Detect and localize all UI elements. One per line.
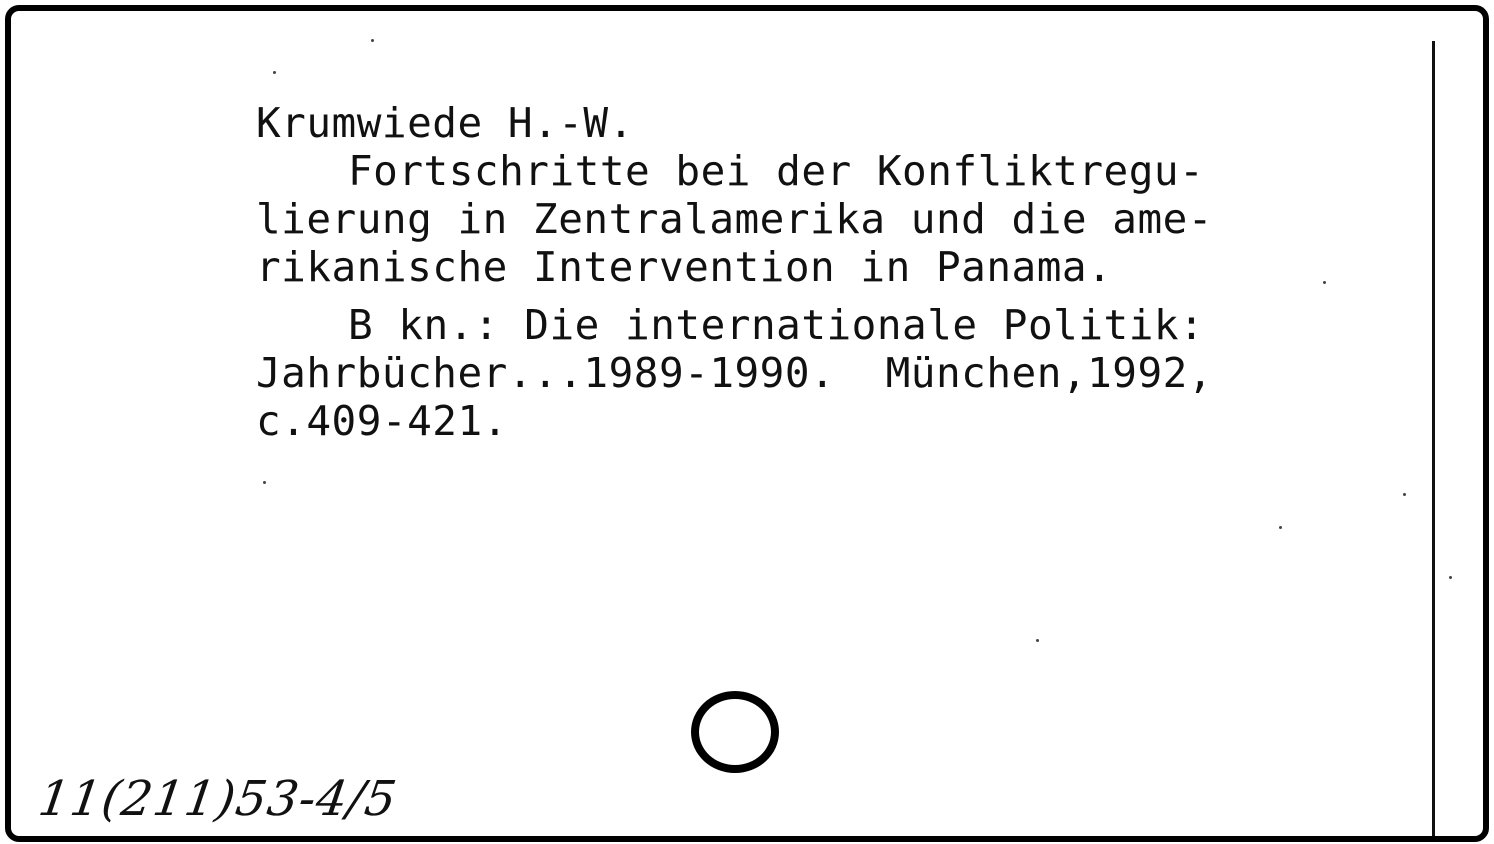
- title-line-3: rikanische Intervention in Panama.: [256, 243, 1113, 291]
- card-text: [256, 99, 1416, 445]
- speck: [1403, 493, 1406, 496]
- author-line: Krumwiede H.-W.: [256, 99, 634, 147]
- catalog-card: [5, 5, 1489, 842]
- speck: [1036, 639, 1039, 642]
- speck: [1279, 526, 1282, 529]
- spacer: [256, 291, 1416, 301]
- punch-hole: [691, 691, 779, 773]
- speck: [371, 39, 374, 42]
- speck: [263, 481, 266, 484]
- title-line-1: Fortschritte bei der Konfliktregu-: [348, 147, 1205, 195]
- title-line-2: lierung in Zentralamerika und die ame-: [256, 195, 1213, 243]
- source-line-3: c.409-421.: [256, 397, 508, 445]
- source-line-2: Jahrbücher...1989-1990. München,1992,: [256, 349, 1213, 397]
- source-line-1: B kn.: Die internationale Politik:: [348, 301, 1205, 349]
- vertical-rule: [1432, 41, 1435, 836]
- speck: [1323, 281, 1326, 284]
- call-number: 11(211)53-4/5: [35, 771, 401, 827]
- speck: [1449, 576, 1452, 579]
- speck: [273, 71, 276, 74]
